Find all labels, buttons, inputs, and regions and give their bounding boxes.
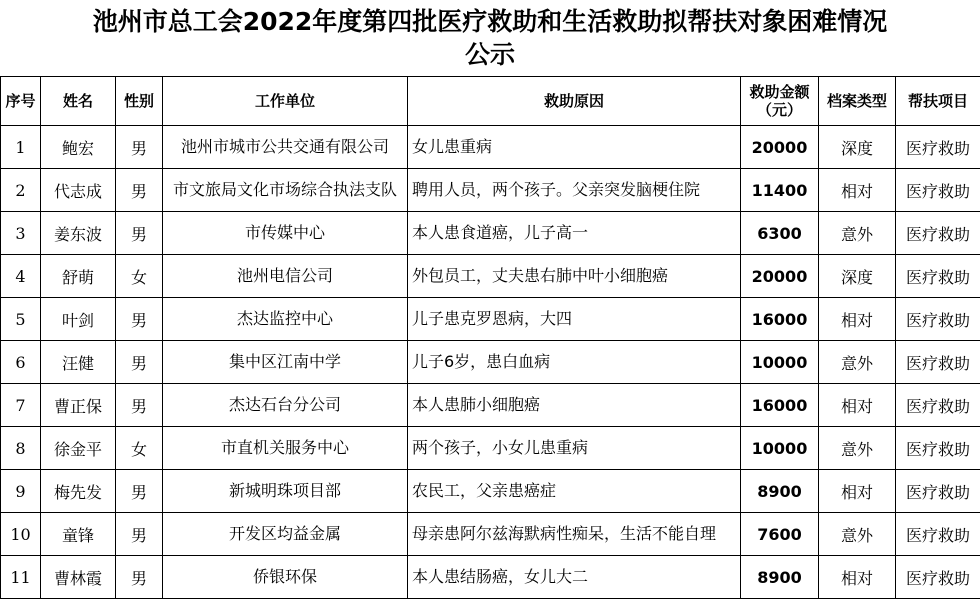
cell-project: 医疗救助 <box>896 298 980 341</box>
title-line-1: 池州市总工会2022年度第四批医疗救助和生活救助拟帮扶对象困难情况 <box>92 7 888 36</box>
cell-no: 1 <box>1 126 41 169</box>
cell-gender: 男 <box>116 341 163 384</box>
cell-no: 2 <box>1 169 41 212</box>
cell-reason: 儿子6岁，患白血病 <box>408 341 741 384</box>
cell-name: 叶剑 <box>41 298 116 341</box>
cell-name: 童锋 <box>41 513 116 556</box>
cell-unit: 池州电信公司 <box>163 255 408 298</box>
cell-no: 7 <box>1 384 41 427</box>
cell-project: 医疗救助 <box>896 212 980 255</box>
header-amount: 救助金额（元） <box>741 77 819 126</box>
document-title <box>0 0 980 76</box>
cell-no: 11 <box>1 556 41 599</box>
cell-project: 医疗救助 <box>896 126 980 169</box>
cell-amount: 10000 <box>741 341 819 384</box>
cell-gender: 女 <box>116 255 163 298</box>
cell-amount: 20000 <box>741 255 819 298</box>
table-row <box>1 126 980 169</box>
cell-unit: 杰达监控中心 <box>163 298 408 341</box>
cell-type: 相对 <box>819 384 896 427</box>
cell-unit: 池州市城市公共交通有限公司 <box>163 126 408 169</box>
cell-reason: 外包员工，丈夫患右肺中叶小细胞癌 <box>408 255 741 298</box>
cell-project: 医疗救助 <box>896 169 980 212</box>
cell-project: 医疗救助 <box>896 255 980 298</box>
cell-type: 深度 <box>819 255 896 298</box>
cell-gender: 男 <box>116 212 163 255</box>
cell-gender: 男 <box>116 384 163 427</box>
cell-name: 舒萌 <box>41 255 116 298</box>
cell-type: 意外 <box>819 513 896 556</box>
cell-type: 相对 <box>819 169 896 212</box>
cell-amount: 6300 <box>741 212 819 255</box>
table-row <box>1 427 980 470</box>
cell-name: 代志成 <box>41 169 116 212</box>
cell-no: 5 <box>1 298 41 341</box>
cell-type: 意外 <box>819 341 896 384</box>
cell-type: 相对 <box>819 298 896 341</box>
cell-reason: 两个孩子，小女儿患重病 <box>408 427 741 470</box>
cell-gender: 男 <box>116 126 163 169</box>
cell-project: 医疗救助 <box>896 427 980 470</box>
cell-no: 4 <box>1 255 41 298</box>
cell-reason: 母亲患阿尔兹海默病性痴呆，生活不能自理 <box>408 513 741 556</box>
cell-unit: 集中区江南中学 <box>163 341 408 384</box>
table-body <box>1 126 980 599</box>
header-project: 帮扶项目 <box>896 77 980 126</box>
cell-no: 6 <box>1 341 41 384</box>
cell-reason: 聘用人员，两个孩子。父亲突发脑梗住院 <box>408 169 741 212</box>
cell-name: 徐金平 <box>41 427 116 470</box>
header-gender: 性别 <box>116 77 163 126</box>
table-row <box>1 556 980 599</box>
cell-unit: 杰达石台分公司 <box>163 384 408 427</box>
cell-unit: 市文旅局文化市场综合执法支队 <box>163 169 408 212</box>
cell-reason: 本人患肺小细胞癌 <box>408 384 741 427</box>
cell-no: 10 <box>1 513 41 556</box>
cell-name: 梅先发 <box>41 470 116 513</box>
cell-type: 意外 <box>819 427 896 470</box>
cell-name: 鲍宏 <box>41 126 116 169</box>
header-reason: 救助原因 <box>408 77 741 126</box>
cell-amount: 16000 <box>741 298 819 341</box>
cell-no: 3 <box>1 212 41 255</box>
header-name: 姓名 <box>41 77 116 126</box>
cell-no: 9 <box>1 470 41 513</box>
cell-type: 相对 <box>819 470 896 513</box>
cell-unit: 开发区均益金属 <box>163 513 408 556</box>
table-row <box>1 384 980 427</box>
cell-reason: 农民工，父亲患癌症 <box>408 470 741 513</box>
title-line-2: 公示 <box>464 40 515 69</box>
table-row <box>1 513 980 556</box>
cell-amount: 10000 <box>741 427 819 470</box>
cell-unit: 新城明珠项目部 <box>163 470 408 513</box>
header-type: 档案类型 <box>819 77 896 126</box>
cell-name: 姜东波 <box>41 212 116 255</box>
cell-amount: 8900 <box>741 470 819 513</box>
cell-unit: 侨银环保 <box>163 556 408 599</box>
cell-amount: 20000 <box>741 126 819 169</box>
cell-project: 医疗救助 <box>896 384 980 427</box>
cell-project: 医疗救助 <box>896 513 980 556</box>
table-row <box>1 470 980 513</box>
table-row <box>1 255 980 298</box>
table-row <box>1 212 980 255</box>
cell-amount: 7600 <box>741 513 819 556</box>
table-row <box>1 169 980 212</box>
table-row <box>1 298 980 341</box>
cell-gender: 男 <box>116 556 163 599</box>
header-no: 序号 <box>1 77 41 126</box>
cell-amount: 11400 <box>741 169 819 212</box>
cell-unit: 市传媒中心 <box>163 212 408 255</box>
cell-name: 曹正保 <box>41 384 116 427</box>
cell-reason: 女儿患重病 <box>408 126 741 169</box>
cell-name: 汪健 <box>41 341 116 384</box>
cell-gender: 男 <box>116 513 163 556</box>
cell-name: 曹林霞 <box>41 556 116 599</box>
cell-gender: 男 <box>116 298 163 341</box>
cell-unit: 市直机关服务中心 <box>163 427 408 470</box>
table-header-row <box>1 77 980 126</box>
cell-amount: 16000 <box>741 384 819 427</box>
cell-project: 医疗救助 <box>896 556 980 599</box>
cell-project: 医疗救助 <box>896 341 980 384</box>
cell-no: 8 <box>1 427 41 470</box>
cell-type: 相对 <box>819 556 896 599</box>
cell-reason: 儿子患克罗恩病，大四 <box>408 298 741 341</box>
assistance-table <box>0 76 980 599</box>
cell-gender: 男 <box>116 169 163 212</box>
cell-gender: 男 <box>116 470 163 513</box>
cell-gender: 女 <box>116 427 163 470</box>
cell-reason: 本人患结肠癌，女儿大二 <box>408 556 741 599</box>
cell-type: 深度 <box>819 126 896 169</box>
table-row <box>1 341 980 384</box>
cell-project: 医疗救助 <box>896 470 980 513</box>
header-unit: 工作单位 <box>163 77 408 126</box>
cell-amount: 8900 <box>741 556 819 599</box>
cell-reason: 本人患食道癌，儿子高一 <box>408 212 741 255</box>
cell-type: 意外 <box>819 212 896 255</box>
